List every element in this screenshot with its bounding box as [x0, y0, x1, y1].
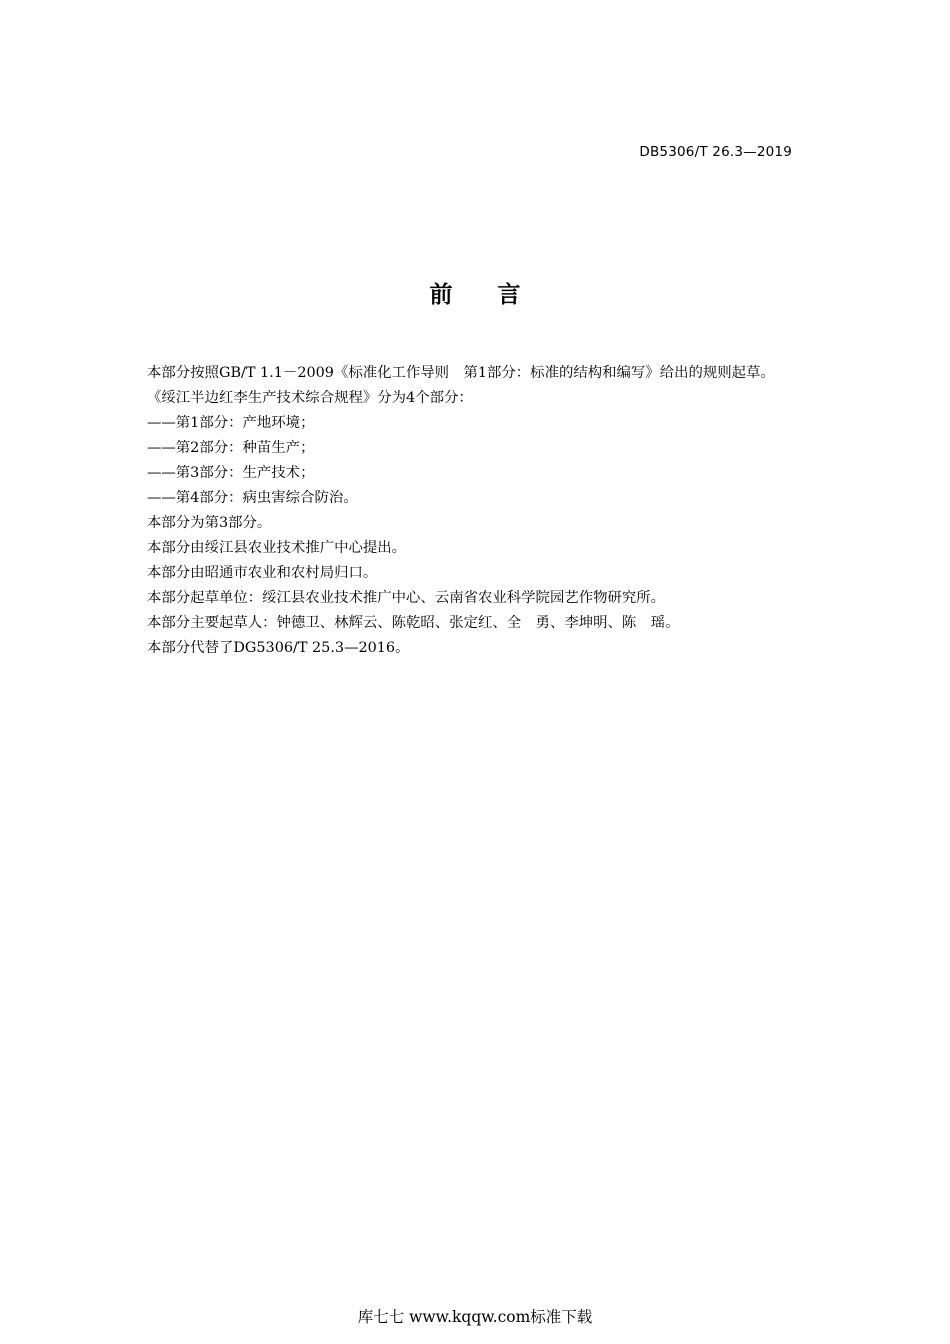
paragraph-this-part: 本部分为第3部分。: [147, 515, 272, 531]
paragraph-drafters: 本部分主要起草人：钟德卫、林辉云、陈乾昭、张定红、全 勇、李坤明、陈 瑶。: [147, 615, 680, 631]
footer-watermark: 库七七 www.kqqw.com标准下载: [357, 1308, 593, 1326]
paragraph-proposed-by: 本部分由绥江县农业技术推广中心提出。: [147, 540, 407, 556]
list-item-part-1: ——第1部分：产地环境；: [147, 415, 315, 431]
list-item-part-3: ——第3部分：生产技术；: [147, 465, 315, 481]
paragraph-replaces: 本部分代替了DG5306/T 25.3—2016。: [147, 640, 410, 656]
paragraph-drafting-units: 本部分起草单位：绥江县农业技术推广中心、云南省农业科学院园艺作物研究所。: [147, 590, 666, 606]
document-code: DB5306/T 26.3—2019: [639, 144, 792, 160]
list-item-part-4: ——第4部分：病虫害综合防治。: [147, 490, 358, 506]
foreword-body: [147, 361, 862, 661]
paragraph-drafting-rules: 本部分按照GB/T 1.1－2009《标准化工作导则 第1部分：标准的结构和编写》给出的规则起草。: [147, 365, 775, 381]
list-item-part-2: ——第2部分：种苗生产；: [147, 440, 315, 456]
paragraph-parts-overview: 《绥江半边红李生产技术综合规程》分为4个部分：: [147, 390, 473, 406]
paragraph-centralized-by: 本部分由昭通市农业和农村局归口。: [147, 565, 378, 581]
page-title: 前言: [429, 282, 566, 308]
